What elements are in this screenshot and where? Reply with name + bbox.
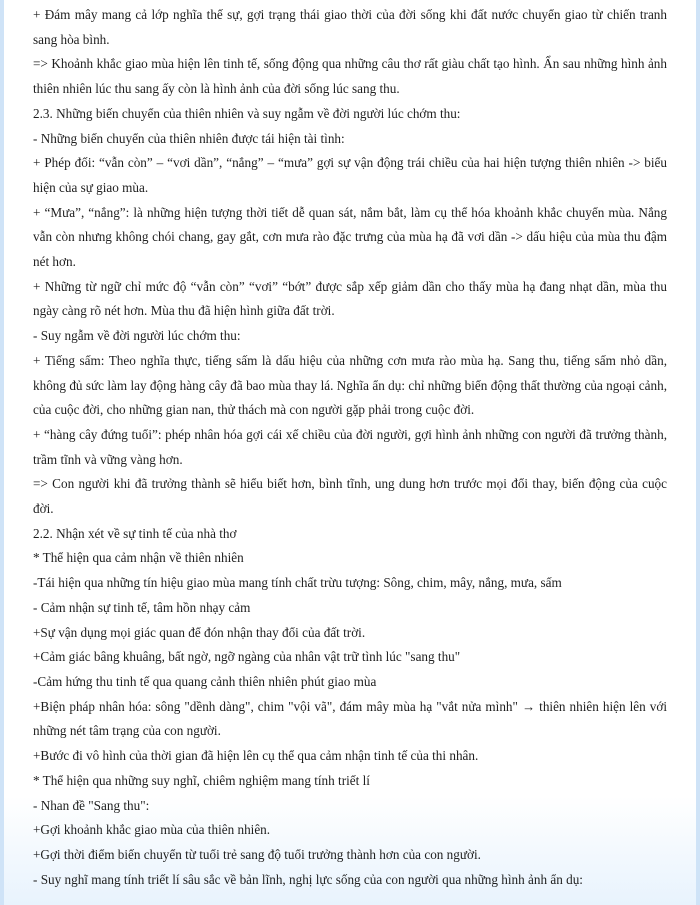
paragraph: - Những biến chuyển của thiên nhiên được tái hiện tài tình: [33,130,345,146]
paragraph: +Biện pháp nhân hóa: sông "dềnh dàng", chim "vội vã", đám mây mùa hạ "vắt nửa mình" → thiên nhiên hiện lên với những nét tâm trạng của con người. [33,698,667,739]
paragraph: +Gợi thời điểm biến chuyển từ tuổi trẻ sang độ tuổi trưởng thành hơn của con người. [33,846,481,862]
paragraph: +Bước đi vô hình của thời gian đã hiện lên cụ thể qua cảm nhận tinh tế của thi nhân. [33,748,479,764]
paragraph: + Phép đối: “vẫn còn” – “vơi dần”, “nắng” – “mưa” gợi sự vận động trái chiều của hai hiện tượng thiên nhiên -> biểu hiện của sự giao mùa. [33,155,667,195]
paragraph: => Khoảnh khắc giao mùa hiện lên tinh tế, sống động qua những câu thơ rất giàu chất tạo hình. Ẩn sau những hình ảnh thiên nhiên lúc thu sang ấy còn là hình ảnh của đời sống lúc sang thu. [33,56,667,97]
paragraph: + “hàng cây đứng tuổi”: phép nhân hóa gợi cái xế chiều của đời người, gợi hình ảnh những con người đã trưởng thành, trầm tĩnh và vững vàng hơn. [33,426,667,467]
paragraph: * Thể hiện qua cảm nhận về thiên nhiên [33,550,244,566]
paragraph: * Thể hiện qua những suy nghĩ, chiêm nghiệm mang tính triết lí [33,772,370,788]
paragraph: - Cảm nhận sự tinh tế, tâm hồn nhạy cảm [33,599,251,615]
paragraph: +Gợi khoảnh khắc giao mùa của thiên nhiên. [33,822,271,838]
paragraph: + Đám mây mang cả lớp nghĩa thế sự, gợi trạng thái giao thời của đời sống khi đất nước chuyển giao từ chiến tranh sang hòa bình. [33,7,667,47]
paragraph: -Cảm hứng thu tinh tế qua quang cảnh thiên nhiên phút giao mùa [33,673,377,689]
document-body [33,3,667,892]
paragraph: + Những từ ngữ chỉ mức độ “vẫn còn” “vơi” “bớt” được sắp xếp giảm dần cho thấy mùa hạ đang nhạt dần, mùa thu ngày càng rõ nét hơn. Mùa thu đã hiện hình giữa đất trời. [33,278,667,319]
paragraph: - Suy ngẫm về đời người lúc chớm thu: [33,328,241,344]
section-heading: 2.2. Nhận xét về sự tinh tế của nhà thơ [33,525,237,541]
paragraph: +Cảm giác bâng khuâng, bất ngờ, ngỡ ngàng của nhân vật trữ tình lúc "sang thu" [33,649,461,665]
paragraph: - Nhan đề "Sang thu": [33,797,150,813]
paragraph: + Tiếng sấm: Theo nghĩa thực, tiếng sấm là dấu hiệu của những cơn mưa rào mùa hạ. Sang thu, tiếng sấm nhỏ dần, không đủ sức làm lay động hàng cây đã bao mùa thay lá. Nghĩa ẩn dụ: chỉ những biến động thất thường của ngoại cảnh, của cuộc đời, cho những gian nan, thử thách mà con người gặp phải trong cuộc đời. [33,352,667,418]
paragraph: - Suy nghĩ mang tính triết lí sâu sắc về bản lĩnh, nghị lực sống của con người qua những hình ảnh ẩn dụ: [33,871,583,887]
paragraph: +Sự vận dụng mọi giác quan để đón nhận thay đổi của đất trời. [33,624,366,640]
paragraph: -Tái hiện qua những tín hiệu giao mùa mang tính chất trừu tượng: Sông, chim, mây, nắng, mưa, sấm [33,575,562,591]
paragraph: => Con người khi đã trưởng thành sẽ hiểu biết hơn, bình tĩnh, ung dung hơn trước mọi đổi thay, biến động của cuộc đời. [33,476,667,517]
paragraph: + “Mưa”, “nắng”: là những hiện tượng thời tiết dễ quan sát, nắm bắt, làm cụ thể hóa khoảnh khắc chuyển mùa. Nắng vẫn còn nhưng không chói chang, gay gắt, cơn mưa rào đặc trưng của mùa hạ đã vơi dần -> dấu hiệu của mùa thu đậm nét hơn. [33,204,667,270]
section-heading: 2.3. Những biến chuyển của thiên nhiên và suy ngẫm về đời người lúc chớm thu: [33,105,461,121]
